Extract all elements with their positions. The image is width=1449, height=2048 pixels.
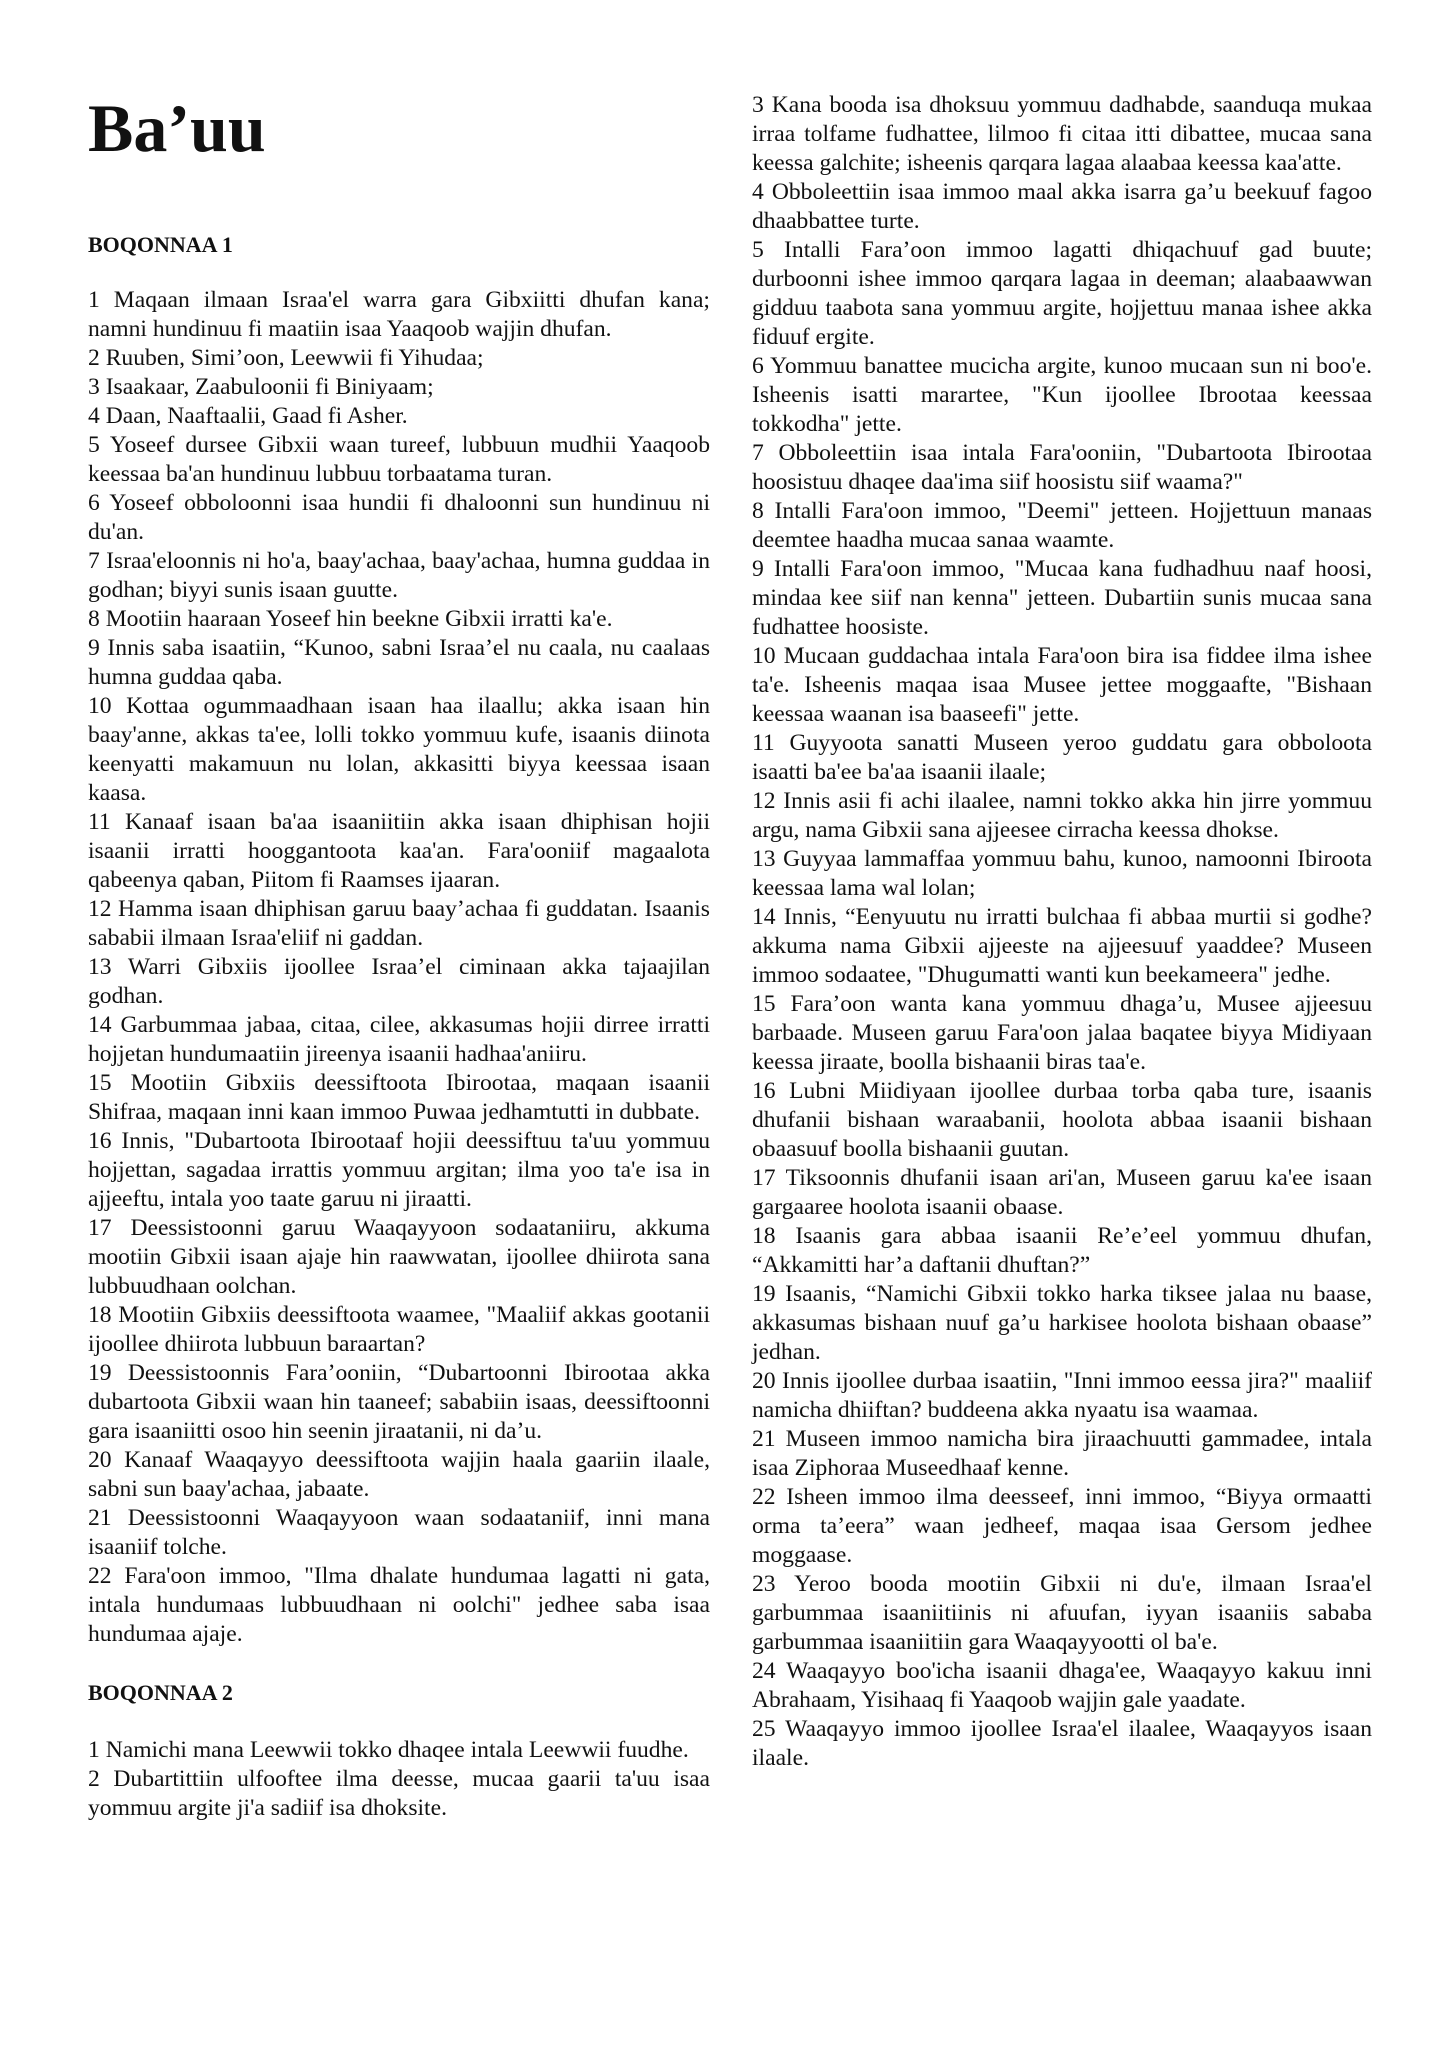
verse: 4 Obboleettiin isaa immoo maal akka isarra ga’u beekuuf fagoo dhaabbattee turte.	[752, 179, 1372, 234]
verse: 22 Fara'oon immoo, "Ilma dhalate hundumaa lagatti ni gata, intala hundumaas lubbuudhaan ni oolchi" jedhee saba isaa hundumaa ajaje.	[88, 1563, 710, 1647]
verse: 17 Deessistoonni garuu Waaqayyoon sodaataniiru, akkuma mootiin Gibxii isaan ajaje hin raawwatan, ijoollee dhiirota sana lubbuudhaan oolchan.	[88, 1215, 710, 1299]
verse: 9 Innis saba isaatiin, “Kunoo, sabni Israa’el nu caala, nu caalaas humna guddaa qaba.	[88, 635, 710, 690]
verse: 5 Intalli Fara’oon immoo lagatti dhiqachuuf gad buute; durboonni ishee immoo qarqara lagaa in deeman; alaabaawwan gidduu taabota sana yommuu argite, hojjettuu manaa ishee akka fiduuf ergite.	[752, 237, 1372, 350]
verse: 13 Warri Gibxiis ijoollee Israa’el ciminaan akka tajaajilan godhan.	[88, 954, 710, 1009]
verse: 8 Mootiin haaraan Yoseef hin beekne Gibxii irratti ka'e.	[88, 606, 613, 632]
verse: 18 Isaanis gara abbaa isaanii Re’e’eel yommuu dhufan, “Akkamitti har’a daftanii dhuftan?”	[752, 1223, 1372, 1278]
verse: 20 Innis ijoollee durbaa isaatiin, "Inni immoo eessa jira?" maaliif namicha dhiiftan? buddeena akka nyaatu isa waamaa.	[752, 1368, 1372, 1423]
verse: 14 Innis, “Eenyuutu nu irratti bulchaa fi abbaa murtii si godhe? akkuma nama Gibxii ajjeeste na ajjeesuuf yaaddee? Museen immoo sodaatee, "Dhugumatti wanti kun beekameera" jedhe.	[752, 904, 1372, 988]
verse: 14 Garbummaa jabaa, citaa, cilee, akkasumas hojii dirree irratti hojjetan hundumaatiin jireenya isaanii hadhaa'aniiru.	[88, 1012, 710, 1067]
verse: 8 Intalli Fara'oon immoo, "Deemi" jetteen. Hojjettuun manaas deemtee haadha mucaa sanaa waamte.	[752, 498, 1372, 553]
verse: 18 Mootiin Gibxiis deessiftoota waamee, "Maaliif akkas gootanii ijoollee dhiirota lubbuun baraartan?	[88, 1302, 710, 1357]
verse: 16 Lubni Miidiyaan ijoollee durbaa torba qaba ture, isaanis dhufanii bishaan waraabanii, hoolota abbaa isaanii bishaan obaasuuf boolla bishaanii guutan.	[752, 1078, 1372, 1162]
verse: 11 Kanaaf isaan ba'aa isaaniitiin akka isaan dhiphisan hojii isaanii irratti hooggantoota kaa'an. Fara'ooniif magaalota qabeenya qaban, Piitom fi Raamses ijaaran.	[88, 809, 710, 893]
verse: 10 Mucaan guddachaa intala Fara'oon bira isa fiddee ilma ishee ta'e. Isheenis maqaa isaa Musee jettee moggaafte, "Bishaan keessaa waanan isa baaseefi" jette.	[752, 643, 1372, 727]
right-column	[752, 91, 1372, 1773]
verse: 1 Maqaan ilmaan Israa'el warra gara Gibxiitti dhufan kana; namni hundinuu fi maatiin isaa Yaaqoob wajjin dhufan.	[88, 287, 710, 342]
verse: 1 Namichi mana Leewwii tokko dhaqee intala Leewwii fuudhe.	[88, 1737, 689, 1763]
chapter-heading-1: BOQONNAA 1	[88, 232, 233, 257]
chapter-heading-2: BOQONNAA 2	[88, 1680, 233, 1705]
verse: 21 Museen immoo namicha bira jiraachuutti gammadee, intala isaa Ziphoraa Museedhaaf kenne.	[752, 1426, 1372, 1481]
verse: 6 Yoseef obboloonni isaa hundii fi dhaloonni sun hundinuu ni du'an.	[88, 490, 710, 545]
chapter-1-verses	[88, 286, 710, 1649]
verse: 17 Tiksoonnis dhufanii isaan ari'an, Museen garuu ka'ee isaan gargaaree hoolota isaanii obaase.	[752, 1165, 1372, 1220]
verse: 7 Israa'eloonnis ni ho'a, baay'achaa, baay'achaa, humna guddaa in godhan; biyyi sunis isaan guutte.	[88, 548, 710, 603]
verse: 21 Deessistoonni Waaqayyoon waan sodaataniif, inni mana isaaniif tolche.	[88, 1505, 710, 1560]
verse: 10 Kottaa ogummaadhaan isaan haa ilaallu; akka isaan hin baay'anne, akkas ta'ee, lolli tokko yommuu kufe, isaanis diinota keenyatti makamuun nu lolan, akkasitti biyya keessaa isaan kaasa.	[88, 693, 710, 806]
left-column	[88, 92, 710, 1823]
verse: 3 Kana booda isa dhoksuu yommuu dadhabde, saanduqa mukaa irraa tolfame fudhattee, lilmoo fi citaa itti dibattee, mucaa sana keessa galchite; isheenis qarqara lagaa alaabaa keessa kaa'atte.	[752, 92, 1372, 176]
verse: 7 Obboleettiin isaa intala Fara'ooniin, "Dubartoota Ibirootaa hoosistuu dhaqee daa'ima siif hoosistu siif waama?"	[752, 440, 1372, 495]
verse: 15 Fara’oon wanta kana yommuu dhaga’u, Musee ajjeesuu barbaade. Museen garuu Fara'oon jalaa baqatee biyya Midiyaan keessa jiraate, boolla bishaanii biras taa'e.	[752, 991, 1372, 1075]
verse: 19 Isaanis, “Namichi Gibxii tokko harka tiksee jalaa nu baase, akkasumas bishaan nuuf ga’u harkisee hoolota bishaan obaase” jedhan.	[752, 1281, 1372, 1365]
verse: 12 Hamma isaan dhiphisan garuu baay’achaa fi guddatan. Isaanis sababii ilmaan Israa'eliif ni gaddan.	[88, 896, 710, 951]
chapter-2-verses-left	[88, 1736, 710, 1823]
verse: 3 Isaakaar, Zaabuloonii fi Biniyaam;	[88, 374, 434, 400]
verse: 2 Ruuben, Simi’oon, Leewwii fi Yihudaa;	[88, 345, 484, 371]
verse: 2 Dubartittiin ulfooftee ilma deesse, mucaa gaarii ta'uu isaa yommuu argite ji'a sadiif isa dhoksite.	[88, 1766, 710, 1821]
verse: 6 Yommuu banattee mucicha argite, kunoo mucaan sun ni boo'e. Isheenis isatti marartee, "Kun ijoollee Ibrootaa keessaa tokkodha" jette.	[752, 353, 1372, 437]
verse: 24 Waaqayyo boo'icha isaanii dhaga'ee, Waaqayyo kakuu inni Abrahaam, Yisihaaq fi Yaaqoob wajjin gale yaadate.	[752, 1658, 1372, 1713]
verse: 22 Isheen immoo ilma deesseef, inni immoo, “Biyya ormaatti orma ta’eera” waan jedheef, maqaa isaa Gersom jedhee moggaase.	[752, 1484, 1372, 1568]
verse: 19 Deessistoonnis Fara’ooniin, “Dubartoonni Ibirootaa akka dubartoota Gibxii waan hin taaneef; sababiin isaas, deessiftoonni gara isaaniitti osoo hin seenin jiraatanii, ni da’u.	[88, 1360, 710, 1444]
verse: 15 Mootiin Gibxiis deessiftoota Ibirootaa, maqaan isaanii Shifraa, maqaan inni kaan immoo Puwaa jedhamtutti in dubbate.	[88, 1070, 710, 1125]
verse: 23 Yeroo booda mootiin Gibxii ni du'e, ilmaan Israa'el garbummaa isaaniitiinis ni afuufan, iyyan isaaniis sababa garbummaa isaaniitiin gara Waaqayyootti ol ba'e.	[752, 1571, 1372, 1655]
chapter-2-verses-right	[752, 91, 1372, 1773]
verse: 5 Yoseef dursee Gibxii waan tureef, lubbuun mudhii Yaaqoob keessaa ba'an hundinuu lubbuu torbaatama turan.	[88, 432, 710, 487]
verse: 4 Daan, Naaftaalii, Gaad fi Asher.	[88, 403, 408, 429]
verse: 9 Intalli Fara'oon immoo, "Mucaa kana fudhadhuu naaf hoosi, mindaa kee siif nan kenna" jetteen. Dubartiin sunis mucaa sana fudhattee hoosiste.	[752, 556, 1372, 640]
verse: 16 Innis, "Dubartoota Ibirootaaf hojii deessiftuu ta'uu yommuu hojjettan, sagadaa irrattis yommuu argitan; ilma yoo ta'e isa in ajjeeftu, intala yoo taate garuu ni jiraatti.	[88, 1128, 710, 1212]
book-title: Ba’uu	[88, 90, 266, 166]
verse: 13 Guyyaa lammaffaa yommuu bahu, kunoo, namoonni Ibiroota keessaa lama wal lolan;	[752, 846, 1372, 901]
verse: 12 Innis asii fi achi ilaalee, namni tokko akka hin jirre yommuu argu, nama Gibxii sana ajjeesee cirracha keessa dhokse.	[752, 788, 1372, 843]
verse: 25 Waaqayyo immoo ijoollee Israa'el ilaalee, Waaqayyos isaan ilaale.	[752, 1716, 1372, 1771]
verse: 11 Guyyoota sanatti Museen yeroo guddatu gara obboloota isaatti ba'ee ba'aa isaanii ilaale;	[752, 730, 1372, 785]
verse: 20 Kanaaf Waaqayyo deessiftoota wajjin haala gaariin ilaale, sabni sun baay'achaa, jabaate.	[88, 1447, 710, 1502]
